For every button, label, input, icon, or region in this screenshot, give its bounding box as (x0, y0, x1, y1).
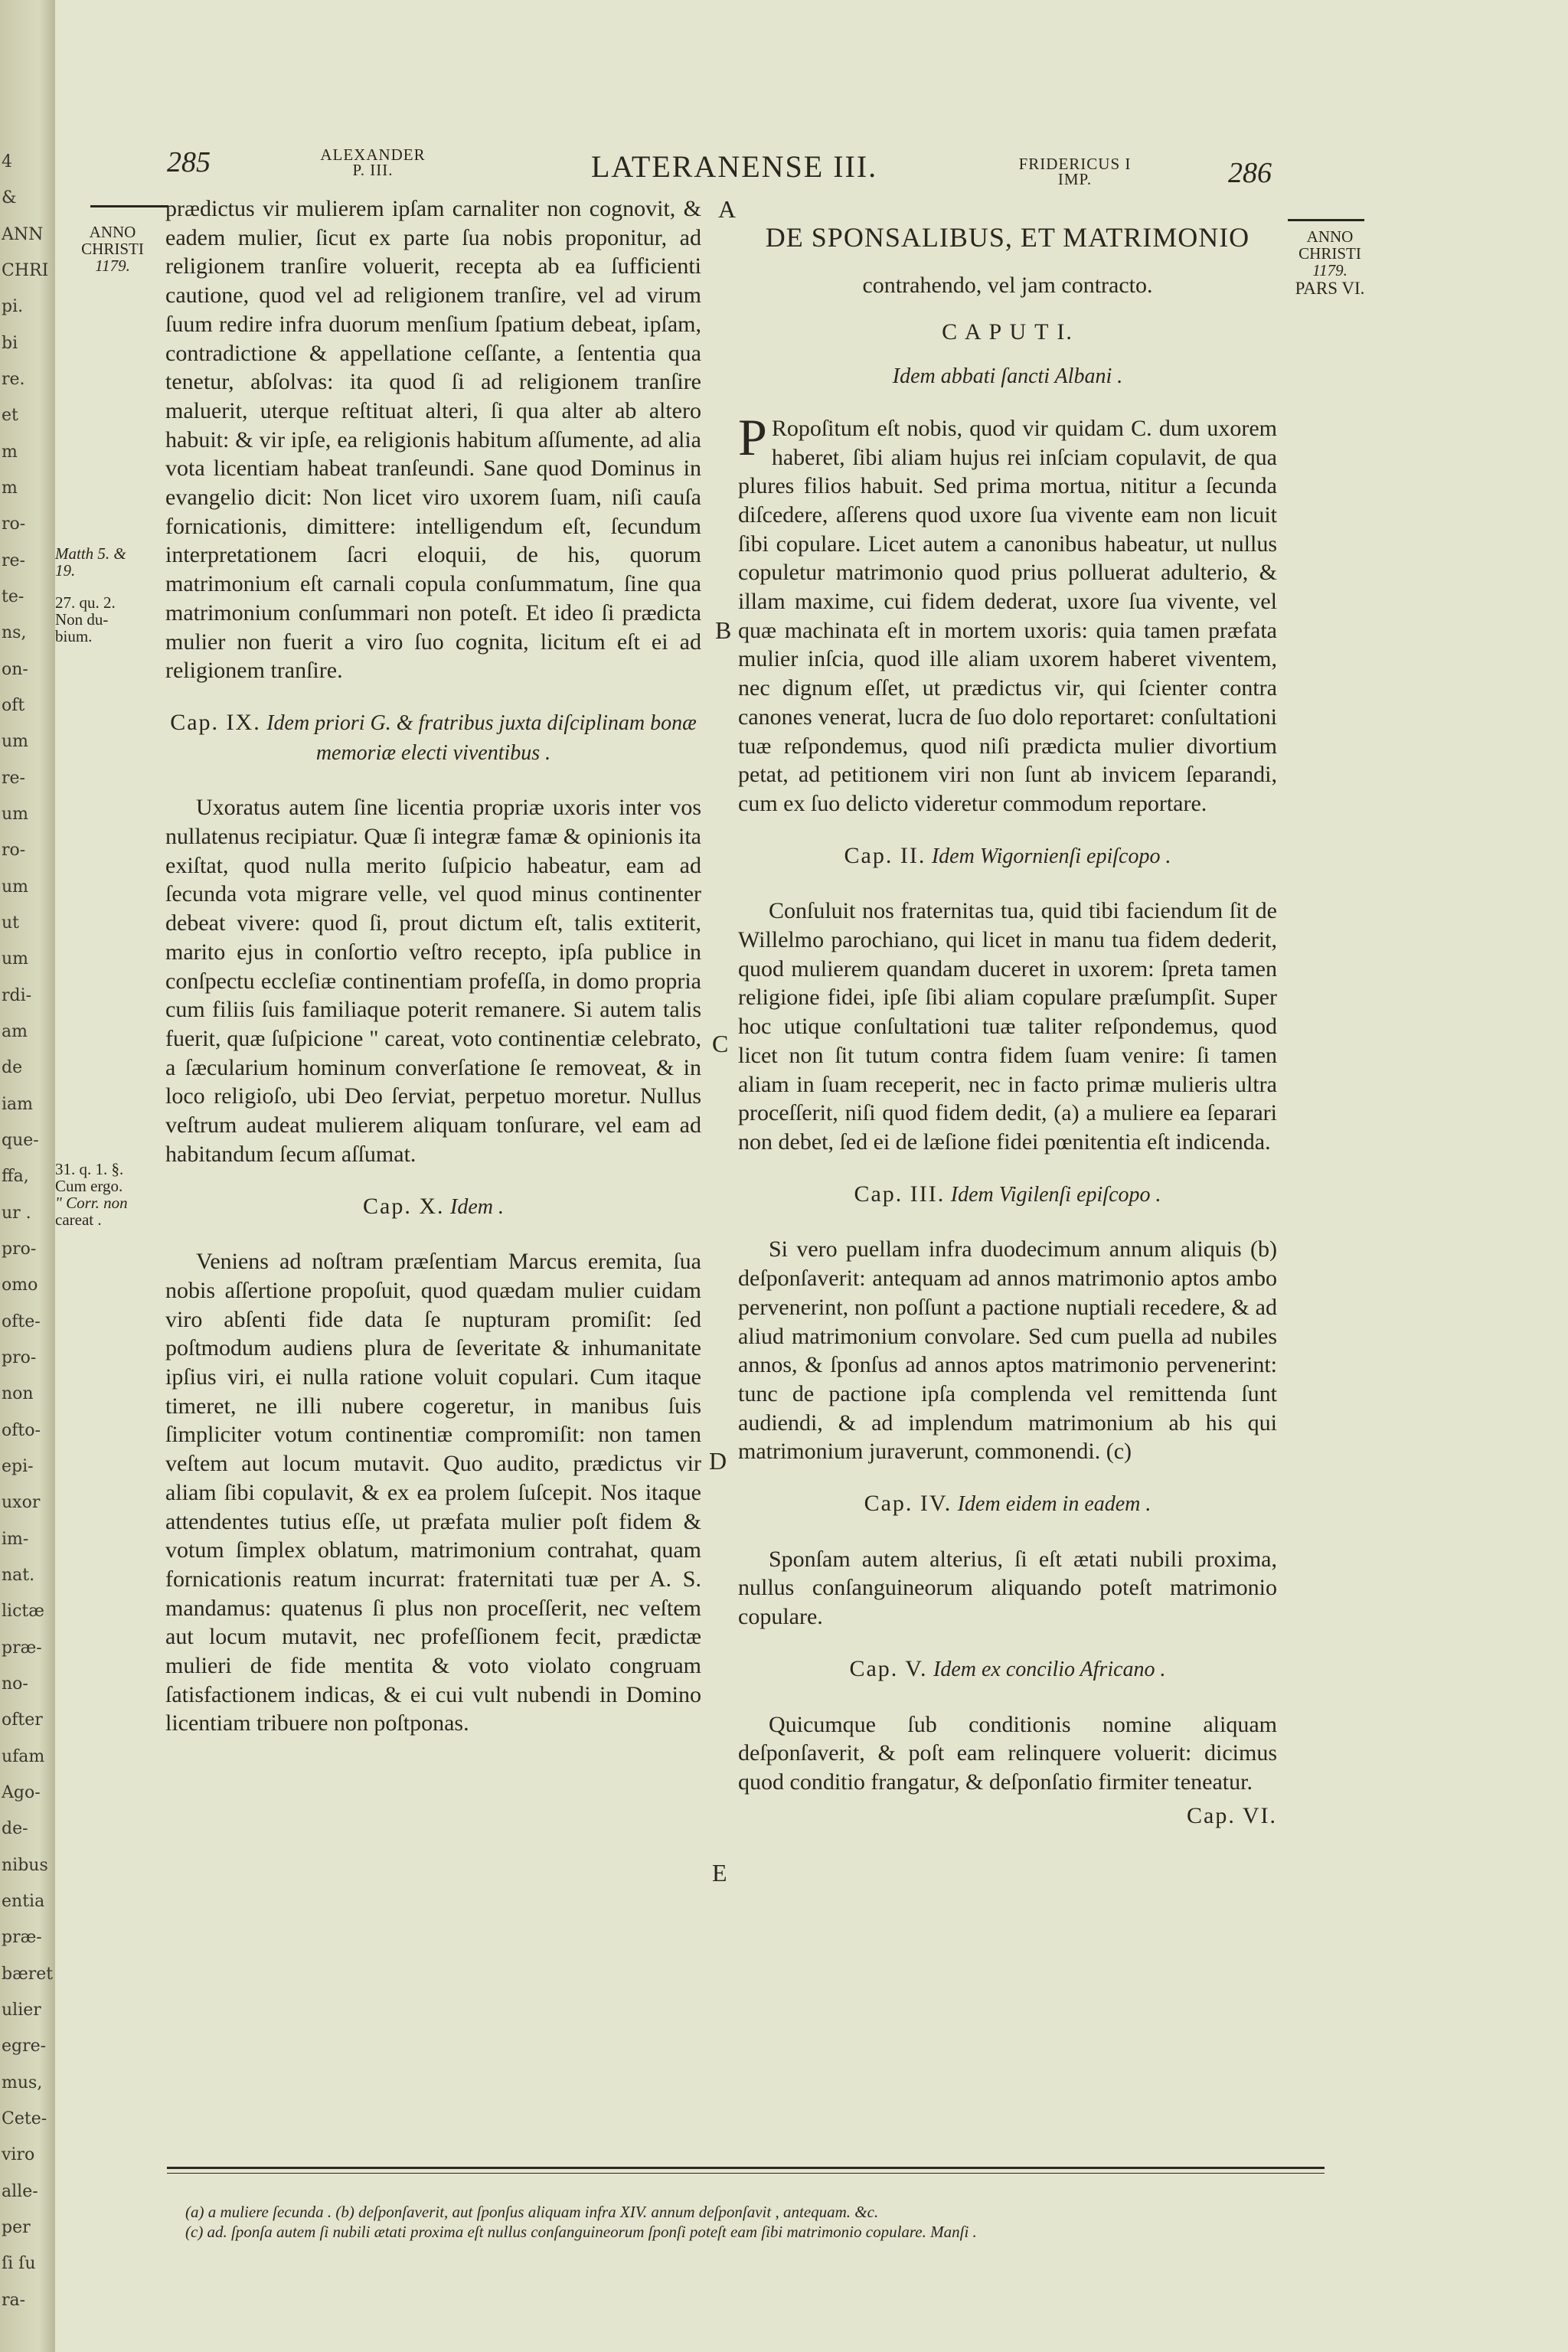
prev-page-fragment: bæret (2, 1964, 54, 1984)
prev-page-fragment: de- (2, 1819, 28, 1839)
prev-page-fragment: on- (2, 659, 28, 679)
chapter-title: Idem priori G. & fratribus juxta diſciplinam bonæ memoriæ electi viventibus . (266, 710, 697, 765)
prev-page-fragment: rdi- (2, 985, 32, 1005)
left-column (165, 194, 701, 1738)
cap9-heading (165, 708, 701, 767)
prev-page-fragment: ffa, (2, 1167, 29, 1187)
prev-page-fragment: præ- (2, 1928, 42, 1948)
prev-page-fragment: ut (2, 913, 20, 933)
cap1-body: Ropoſitum eſt nobis, quod vir quidam C. dum uxorem haberet, ſibi aliam hujus rei inſciam copulavit, de qua plures filios habuit. Sed prima mortua, nititur a ſecunda diſcedere, aſſerens quod uxore ſua vivente eam non licuit ſibi copulare. Licet autem a canonibus habeatur, ut nullus copuletur matrimonio quod prius polluerat adulterio, & illam maxime, cui fidem dederat, uxore ſua vivente, vel quæ machinata eſt in mortem uxoris: quia tamen præfata mulier inſcia, quod ille aliam uxorem haberet viventem, nec dignum eſſet, ut prædictus vir, qui ſcienter contra canones venerat, lucra de ſuo dolo reportaret: conſultationi tuæ reſpondemus, quod niſi prædicta mulier divortium petat, ad petitionem viri non ſunt ab invicem ſeparandi, cum ex ſuo delicto videretur commodum reportare. (738, 415, 1277, 816)
section-title: DE SPONSALIBUS, ET MATRIMONIO (765, 222, 1250, 253)
prev-page-fragment: mus, (2, 2073, 43, 2092)
cap9-text: Uxoratus autem ſine licentia propriæ uxoris inter vos nullatenus recipiatur. Quæ ſi integræ famæ & opinionis ita exiſtat, quod nulla merito ſuſpicio habeatur, eam ad ſecunda vota migrare velle, vel quod minus continenter debeat vivere: quod ſi, prout dictum eſt, talis extiterit, marito ejus in conſortio veſtro recepto, ipſa publice in conſpectu eccleſiæ continentiam profeſſa, in domo propria cum filiis ſuis familiaque poterit remanere. Si autem talis fuerit, quæ ſuſpicione " careat, voto continentiæ celebrato, a ſæcularium hominum converſatione ſe removeat, & in loco religioſo, ubi Deo ſerviat, perpetuo moretur. Nullus veſtrum audeat mulierem aliquam tonſurare, vel eam ad habitandum ſecum aſſumat. (165, 795, 701, 1167)
prev-page-fragment: que- (2, 1131, 39, 1150)
prev-page-fragment: Ago- (2, 1783, 41, 1802)
left-page-number: 285 (167, 146, 211, 178)
prev-page-fragment: & (2, 188, 17, 208)
prev-page-fragment: omo (2, 1276, 38, 1295)
prev-page-fragment: m (2, 442, 18, 462)
chapter-number: Cap. III. (854, 1181, 946, 1207)
prev-page-fragment: ro- (2, 841, 26, 861)
left-running-head (308, 147, 438, 178)
prev-page-fragment: ns, (2, 623, 27, 643)
prev-page-fragment: nibus (2, 1855, 48, 1875)
footnote-rule (167, 2167, 1325, 2169)
cap1-title: Idem abbati ſancti Albani . (892, 364, 1123, 389)
ref-line: Cum ergo. (55, 1177, 123, 1195)
prev-page-fragment: am (2, 1022, 28, 1041)
cap5-text: Quicumque ſub conditionis nomine aliquam deſponſaverit, & poſt eam relinquere voluerit: dicimus quod conditio frangatur, & deſponſatio firmiter teneatur. (738, 1711, 1277, 1795)
cap2-heading (738, 841, 1277, 871)
right-running-head (998, 156, 1152, 187)
cap3-heading (738, 1180, 1277, 1210)
chapter-number: Cap. X. (363, 1193, 445, 1219)
christi-label: CHRISTI (81, 240, 144, 258)
prev-page-fragment: ANN (2, 224, 44, 244)
pars-label: PARS VI. (1295, 279, 1365, 298)
prev-page-fragment: Cete- (2, 2109, 47, 2128)
prev-page-fragment: de (2, 1058, 23, 1078)
prev-page-fragment: ofto- (2, 1420, 41, 1440)
prev-page-fragment: ſi ſu (2, 2254, 36, 2274)
prev-page-fragment: alle- (2, 2181, 38, 2201)
footnote-line: (c) ad. ſponſa autem ſi nubili ætati proxima eſt nullus conſanguineorum ſponſi poteſt eam ſibi matrimonio copulare. Manſi . (185, 2223, 977, 2241)
prev-page-fragment: pi. (2, 297, 24, 317)
prev-page-fragment: im- (2, 1529, 29, 1549)
left-margin-rule (90, 205, 168, 207)
ref-line: Matth 5. & (55, 544, 126, 563)
right-column (738, 224, 1277, 1830)
running-head-emperor: FRIDERICUS I (1018, 155, 1132, 173)
running-head-emperor-sub: IMP. (1057, 170, 1093, 188)
chapter-number: Cap. IV. (864, 1491, 952, 1517)
prev-page-fragment: re- (2, 768, 25, 788)
cap3-text: Si vero puellam infra duodecimum annum aliquis (b) deſponſaverit: antequam ad annos matrimonio aptos ambo pervenerint, non poſſunt a pactione nuptiali recedere, & ad aliud matrimonium convolare. Sed cum puella ad nubiles annos, & ſponſus ad annos aptos matrimonio pervenerint: tunc de pactione ipſa complenda vel remittenda ſunt audiendi, & ad implendum matrimonium ab his qui matrimonium juraverunt, commonendi. (c) (738, 1236, 1277, 1465)
prev-page-fragment: et (2, 406, 18, 426)
margin-ref-matthew (55, 545, 170, 579)
running-head-pope-sub: P. III. (352, 161, 394, 179)
right-page-number: 286 (1228, 157, 1272, 189)
section-letter-a: A (718, 195, 737, 223)
cap10-heading (165, 1192, 701, 1222)
prev-page-fragment: ofte- (2, 1312, 41, 1331)
cap4-heading (738, 1489, 1277, 1519)
ref-line: bium. (55, 627, 93, 645)
cap1-text (738, 407, 1277, 818)
chapter-title: Idem eidem in eadem . (957, 1492, 1152, 1517)
book-page (55, 0, 1568, 2352)
anno-label: ANNO (89, 223, 136, 241)
prev-page-fragment: entia (2, 1892, 45, 1911)
cap2-text: Conſuluit nos fraternitas tua, quid tibi faciendum ſit de Willelmo parochiano, qui licet in manu tua fidem dederit, quod mulierem quandam duceret in uxorem: ſpreta tamen religione fidei, ipſe ſibi aliam copulare præſumpſit. Super hoc utique conſultationi tuæ taliter reſpondemus, quod licet non ſit tutum contra fidem ſuam venire: ſi tamen aliam in ſuam receperit, nec in facto primæ mulieris ultra proceſſerit, niſi quod fidem dedit, (a) a muliere ea ſeparari non debet, ſed ei de læſione fidei pœnitentia eſt indicenda. (738, 898, 1277, 1155)
prev-page-fragment: viro (2, 2145, 35, 2165)
prev-page-fragment: re- (2, 550, 25, 570)
footnote-rule-thin (167, 2173, 1325, 2174)
catchword: Cap. VI. (1187, 1802, 1277, 1828)
prev-page-fragment: lictæ (2, 1602, 44, 1622)
margin-ref-non-dubium (55, 594, 170, 645)
prev-page-fragment: bi (2, 333, 18, 353)
prev-page-fragment: epi- (2, 1457, 34, 1476)
ref-line: 31. q. 1. §. (55, 1160, 124, 1178)
drop-cap: P (738, 407, 767, 466)
prev-page-fragment: nat. (2, 1566, 35, 1585)
section-letter-d: D (709, 1447, 727, 1475)
prev-page-fragment: re. (2, 370, 25, 389)
prev-page-fragment: um (2, 877, 29, 897)
prev-page-fragment: um (2, 949, 29, 969)
footnote-line: (a) a muliere ſecunda . (b) deſponſaverit, aut ſponſus aliquam infra XIV. annum deſponſavit , antequam. &c. (185, 2203, 879, 2221)
prev-page-fragment: iam (2, 1094, 34, 1114)
christi-label: CHRISTI (1298, 244, 1361, 263)
right-margin-year (1288, 228, 1372, 297)
prev-page-fragment: præ- (2, 1638, 42, 1658)
prev-page-fragment: te- (2, 587, 24, 606)
cap4-text: Sponſam autem alterius, ſi eſt ætati nubili proxima, nullus conſanguineorum aliquando poteſt matrimonio copulare. (738, 1546, 1277, 1630)
prev-page-fragment: pro- (2, 1240, 37, 1259)
right-margin-rule (1288, 219, 1364, 221)
prev-page-fragment: CHRI (2, 261, 49, 280)
prev-page-fragment: uxor (2, 1493, 41, 1513)
prev-page-fragment: m (2, 479, 18, 498)
section-letter-e: E (712, 1859, 727, 1886)
section-letter-b: B (715, 616, 732, 644)
prev-page-fragment: per (2, 2218, 31, 2237)
prev-page-fragment: no- (2, 1674, 28, 1694)
ref-line: careat . (55, 1210, 102, 1229)
caput-heading: C A P U T I. (942, 319, 1073, 345)
ref-line: 19. (55, 561, 76, 580)
ref-line: Non du- (55, 610, 109, 629)
chapter-number: Cap. V. (849, 1655, 928, 1681)
chapter-title: Idem ex concilio Africano . (933, 1657, 1166, 1681)
prev-page-fragment: um (2, 805, 29, 824)
paragraph-continued: prædictus vir mulierem ipſam carnaliter non cognovit, & eadem mulier, ſicut ex parte ſua nobis proponitur, ad religionem tranſire voluerit, recepta ab ea ſufficienti cautione, quod vel ad religionem tranſire, vel ad virum ſuum redire infra duorum menſium ſpatium debeat, ipſam, contradictione & appellatione ceſſante, a ſententia qua tenetur, abſolvas: ita quod ſi ad religionem tranſire maluerit, uterque reſtituat alteri, ſi qua alter ab altero habuit: & vir ipſe, ea religionis habitum aſſumente, ad alia vota licentiam habeat tranſeundi. Sane quod Dominus in evangelio dicit: Non licet viro uxorem ſuam, niſi cauſa fornicationis, dimittere: intelligendum eſt, ſecundum interpretationem ſacri eloquii, de his, quorum matrimonium eſt carnali copula conſummatum, ſine qua matrimonium conſummari non poteſt. Et ideo ſi prædicta mulier non fuerit a viro ſuo cognita, licitum eſt ei ad religionem tranſire. (165, 196, 701, 684)
running-head-pope: ALEXANDER (320, 145, 426, 164)
section-subtitle: contrahendo, vel jam contracto. (862, 272, 1153, 298)
cap5-heading (738, 1655, 1277, 1684)
prev-page-fragment: ur . (2, 1203, 31, 1223)
prev-page-fragment: non (2, 1384, 34, 1404)
page-title: LATERANENSE III. (591, 149, 878, 184)
prev-page-fragment: ofter (2, 1710, 43, 1730)
year-label: 1179. (95, 256, 130, 275)
ref-line: " Corr. non (55, 1194, 128, 1212)
chapter-number: Cap. IX. (170, 709, 261, 735)
chapter-title: Idem . (450, 1194, 504, 1219)
section-letter-c: C (712, 1030, 729, 1057)
footnotes (185, 2202, 1334, 2242)
prev-page-fragment: oft (2, 696, 25, 715)
left-margin-year (55, 224, 170, 274)
prev-page-fragment: 4 (2, 152, 12, 172)
prev-page-fragment: pro- (2, 1348, 37, 1367)
chapter-number: Cap. II. (844, 842, 926, 868)
anno-label: ANNO (1306, 227, 1354, 246)
previous-page-edge (0, 0, 55, 2352)
prev-page-fragment: ufam (2, 1746, 45, 1766)
ref-line: 27. qu. 2. (55, 593, 116, 612)
prev-page-fragment: ra- (2, 2290, 26, 2310)
chapter-title: Idem Wigornienſi epiſcopo . (931, 844, 1171, 868)
prev-page-fragment: ro- (2, 514, 26, 534)
margin-ref-cum-ergo (55, 1161, 170, 1228)
prev-page-fragment: egre- (2, 2037, 47, 2056)
prev-page-fragment: ulier (2, 2001, 41, 2020)
year-label: 1179. (1312, 261, 1348, 279)
cap10-text: Veniens ad noſtram præſentiam Marcus eremita, ſua nobis aſſertione propoſuit, quod quædam mulier cuidam viro abſenti fide data ſe nupturam promiſit: ſed poſtmodum audiens plura de ſeveritate & inhumanitate ipſius viri, ei nulla ratione voluit copulari. Cum itaque timeret, ne illi nubere cogeretur, in manibus ſuis ſimpliciter votum continentiæ compromiſit: non tamen veſtem aut locum mutavit. Quo audito, prædictus vir aliam ſibi copulavit, & ex ea prolem ſuſcepit. Nos itaque attendentes tutius eſſe, ut præfata mulier poſt fidem & votum ſimplex oblatum, matrimonium contrahat, quam fornicationis reatum incurrat: fraternitati tuæ per A. S. mandamus: quatenus ſi plus non proceſſerit, nec veſtem aut locum mutavit, nec profeſſionem fecit, prædictæ mulieri de fide mentita & voto violato congruam ſatisfactionem indicas, & ei cui vult nubendi in Domino licentiam tribuere non poſtponas. (165, 1249, 701, 1736)
chapter-title: Idem Vigilenſi epiſcopo . (950, 1182, 1161, 1207)
prev-page-fragment: um (2, 732, 29, 752)
